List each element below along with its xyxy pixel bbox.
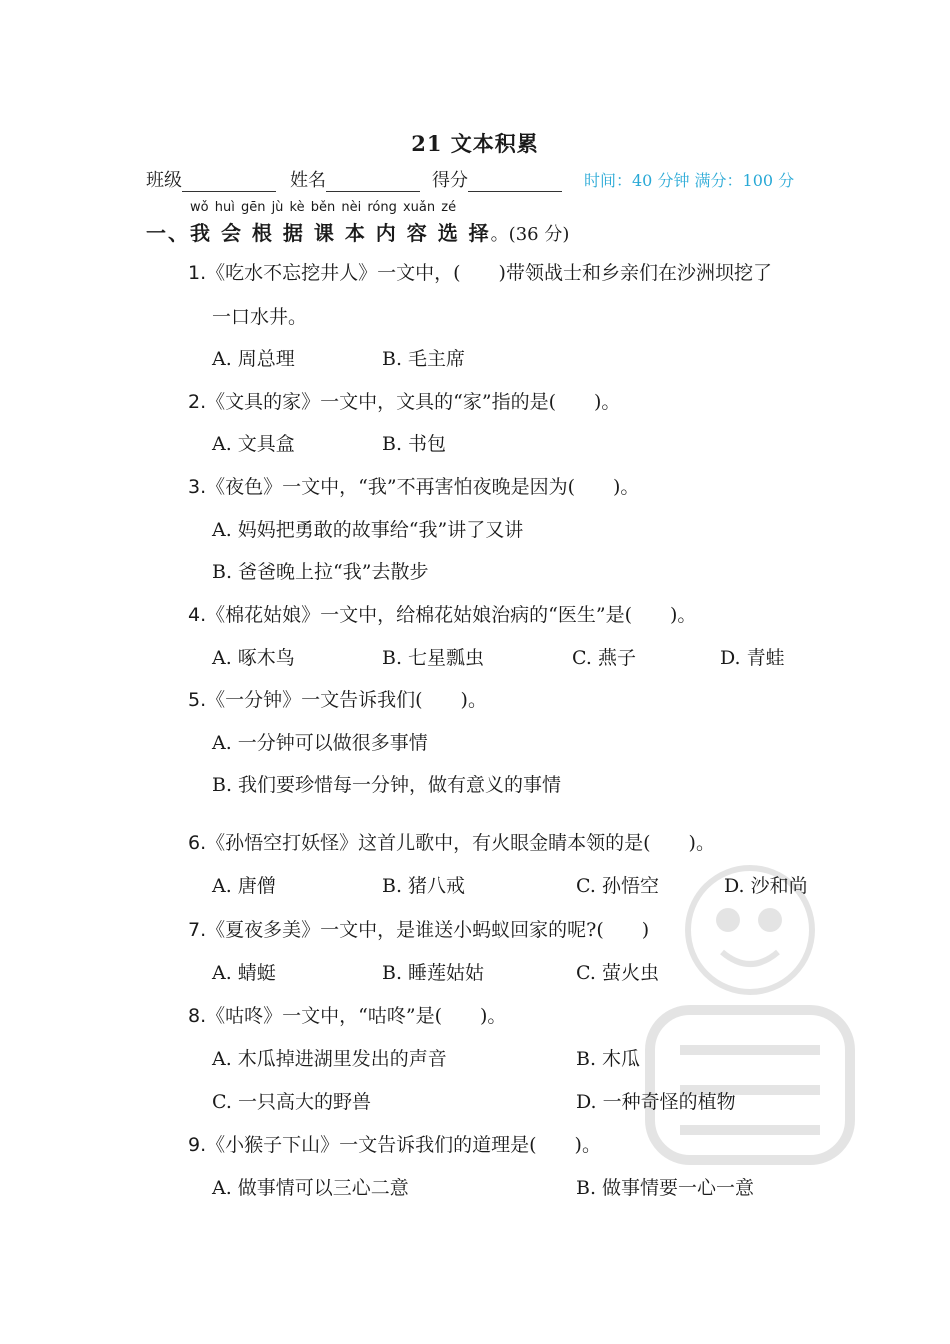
question-text: 《棉花姑娘》一文中，给棉花姑娘治病的“医生”是( )。	[206, 604, 697, 626]
question-text: 《吃水不忘挖井人》一文中，( )带领战士和乡亲们在沙洲坝挖了	[206, 262, 772, 284]
name-label: 姓名	[290, 170, 326, 191]
option[interactable]: C. 一只高大的野兽	[212, 1091, 371, 1113]
option[interactable]: B. 木瓜	[576, 1048, 641, 1070]
question-1	[188, 258, 772, 285]
question-text: 《夜色》一文中，“我”不再害怕夜晚是因为( )。	[206, 476, 640, 498]
section-score: 。(36 分)	[490, 224, 570, 245]
name-blank[interactable]	[326, 173, 420, 192]
question-8	[188, 1001, 506, 1028]
option[interactable]: B. 毛主席	[382, 348, 466, 370]
class-field	[146, 166, 276, 192]
option[interactable]: A. 文具盒	[212, 433, 295, 455]
option[interactable]: A. 木瓜掉进湖里发出的声音	[212, 1048, 447, 1070]
option[interactable]: A. 蜻蜓	[212, 962, 276, 984]
exam-meta: 时间：40 分钟 满分：100 分	[584, 171, 795, 190]
class-blank[interactable]	[182, 173, 276, 192]
section-heading-text: 一、我 会 根 据 课 本 内 容 选 择	[146, 221, 491, 245]
question-number: 7.	[188, 919, 207, 941]
question-4	[188, 600, 696, 627]
question-text: 《文具的家》一文中，文具的“家”指的是( )。	[206, 391, 621, 413]
question-text: 《夏夜多美》一文中，是谁送小蚂蚁回家的呢?( )	[206, 919, 650, 941]
question-text: 《咕咚》一文中，“咕咚”是( )。	[206, 1005, 507, 1027]
name-field	[290, 166, 420, 192]
option[interactable]: C. 萤火虫	[576, 962, 659, 984]
question-number: 4.	[188, 604, 207, 626]
question-text: 《小猴子下山》一文告诉我们的道理是( )。	[206, 1134, 601, 1156]
question-5	[188, 685, 487, 712]
option[interactable]: D. 青蛙	[720, 647, 785, 669]
section-pinyin: wǒ huì gēn jù kè běn nèi róng xuǎn zé	[190, 200, 457, 215]
option[interactable]: B. 我们要珍惜每一分钟，做有意义的事情	[212, 774, 562, 796]
question-number: 2.	[188, 391, 207, 413]
page-title: 21 文本积累	[411, 131, 539, 156]
option[interactable]: A. 做事情可以三心二意	[212, 1177, 409, 1199]
question-text: 《孙悟空打妖怪》这首儿歌中，有火眼金睛本领的是( )。	[206, 832, 715, 854]
option[interactable]: D. 沙和尚	[724, 875, 808, 897]
option[interactable]: B. 爸爸晚上拉“我”去散步	[212, 561, 429, 583]
score-label: 得分	[432, 170, 468, 191]
option[interactable]: A. 妈妈把勇敢的故事给“我”讲了又讲	[212, 519, 524, 541]
option[interactable]: A. 唐僧	[212, 875, 276, 897]
question-number: 1.	[188, 262, 207, 284]
question-text: 《一分钟》一文告诉我们( )。	[206, 689, 487, 711]
option[interactable]: A. 周总理	[212, 348, 295, 370]
option[interactable]: D. 一种奇怪的植物	[576, 1091, 736, 1113]
question-3	[188, 472, 639, 499]
question-7	[188, 915, 649, 942]
option[interactable]: B. 睡莲姑姑	[382, 962, 485, 984]
option[interactable]: C. 孙悟空	[576, 875, 659, 897]
option[interactable]: B. 七星瓢虫	[382, 647, 485, 669]
class-label: 班级	[146, 170, 182, 191]
question-number: 3.	[188, 476, 207, 498]
question-1-continuation: 一口水井。	[212, 306, 308, 328]
question-number: 6.	[188, 832, 207, 854]
score-blank[interactable]	[468, 173, 562, 192]
score-field	[432, 166, 562, 192]
question-9	[188, 1130, 601, 1157]
question-2	[188, 387, 620, 414]
question-6	[188, 828, 715, 855]
option[interactable]: A. 一分钟可以做很多事情	[212, 732, 428, 754]
question-number: 5.	[188, 689, 207, 711]
question-number: 9.	[188, 1134, 207, 1156]
watermark-mascot-icon	[640, 840, 860, 1170]
option[interactable]: A. 啄木鸟	[212, 647, 295, 669]
option[interactable]: B. 做事情要一心一意	[576, 1177, 755, 1199]
option[interactable]: C. 燕子	[572, 647, 636, 669]
section-heading	[146, 217, 569, 246]
option[interactable]: B. 猪八戒	[382, 875, 466, 897]
question-number: 8.	[188, 1005, 207, 1027]
option[interactable]: B. 书包	[382, 433, 447, 455]
